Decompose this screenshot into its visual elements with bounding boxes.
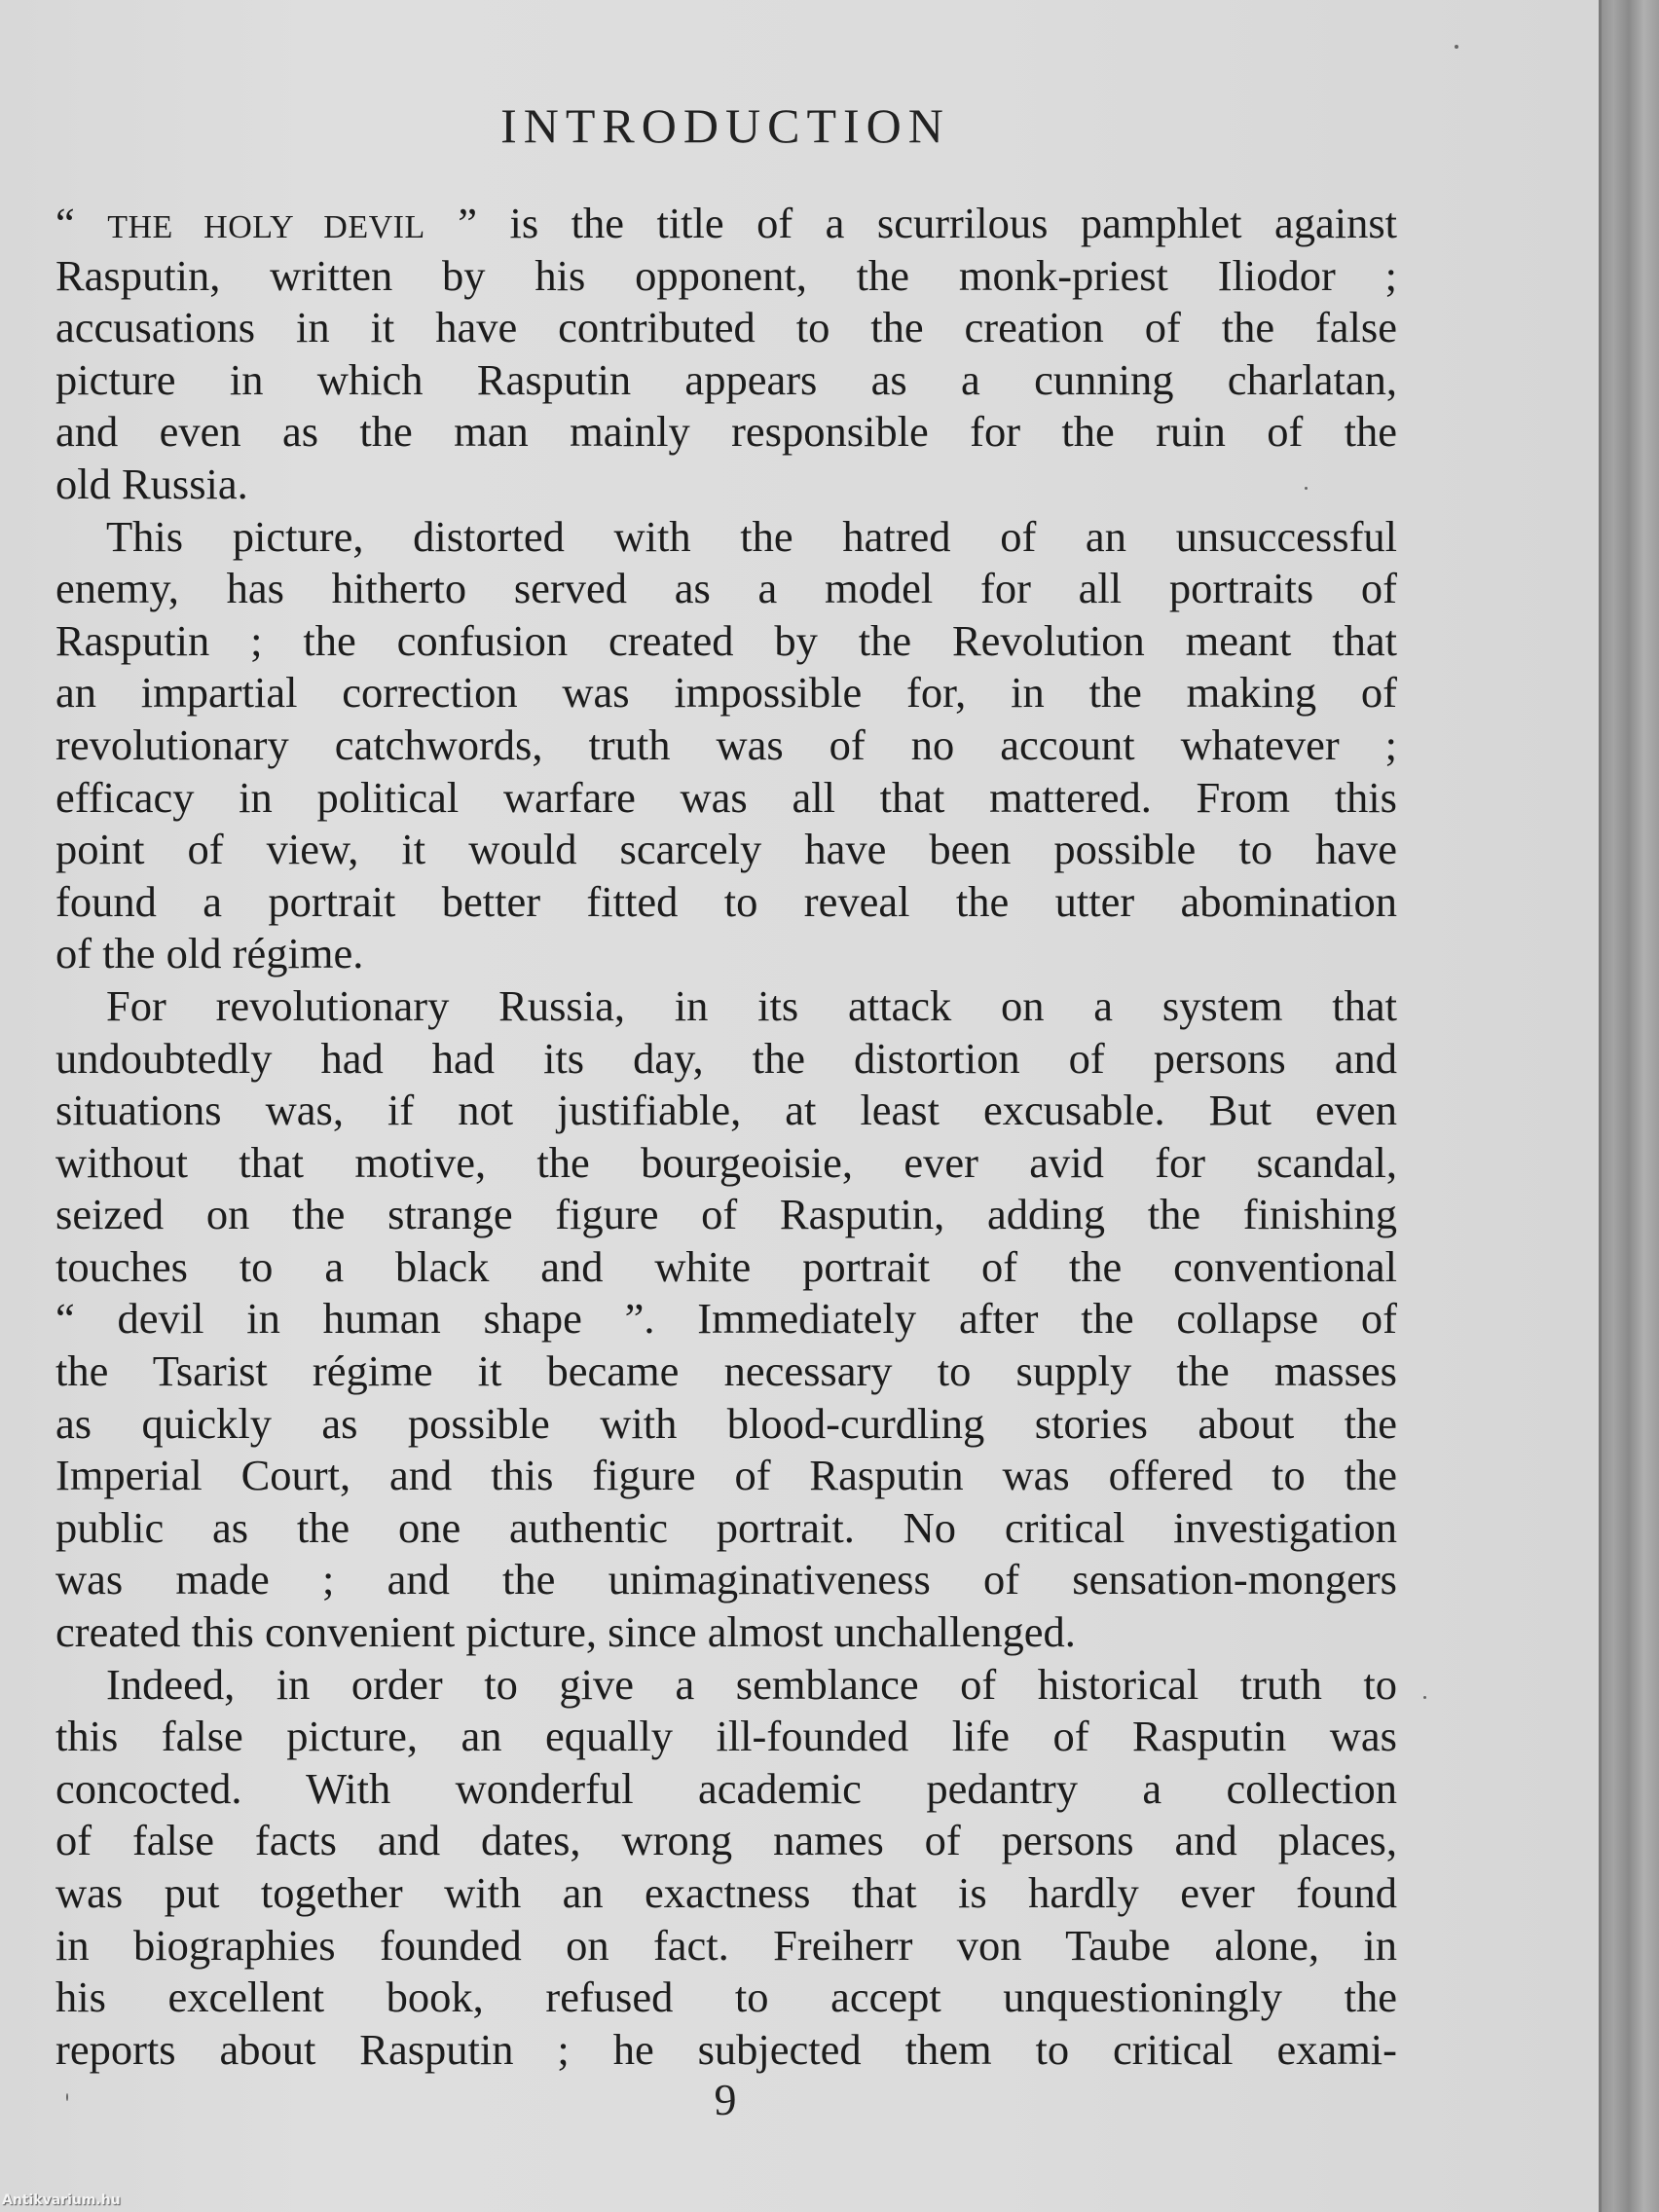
paragraph-3 [55,980,1397,1659]
text-line: concocted. With wonderful academic pedantry a collection [55,1763,1397,1813]
chapter-heading: INTRODUCTION [500,98,950,153]
text-line: seized on the strange figure of Rasputin, adding the finishing [55,1190,1397,1239]
text-line: this false picture, an equally ill-founded life of Rasputin was [55,1712,1397,1761]
paragraph-1 [55,198,1397,511]
text-line: point of view, it would scarcely have been possible to have [55,825,1397,874]
text-line: of false facts and dates, wrong names of persons and places, [55,1816,1397,1865]
text-line: Rasputin, written by his opponent, the monk-priest Iliodor ; [55,250,1397,300]
text-line: an impartial correction was impossible for, in the making of [55,668,1397,718]
paragraph-4 [55,1659,1397,2077]
text-line: This picture, distorted with the hatred of an unsuccessful [106,511,1397,561]
text-line: For revolutionary Russia, in its attack on a system that [106,980,1397,1030]
text-line: old Russia. [55,459,248,508]
text-line: public as the one authentic portrait. No critical investigation [55,1502,1397,1552]
text-line: and even as the man mainly responsible for the ruin of the [55,407,1397,457]
page-number: 9 [714,2075,737,2124]
text-line: “ devil in human shape ”. Immediately after the collapse of [55,1294,1397,1344]
text-line: the Tsarist régime it became necessary to supply the masses [55,1346,1397,1396]
paper-speck [66,2093,68,2101]
text-line: accusations in it have contributed to the creation of the false [55,303,1397,352]
text-line [55,198,1397,250]
text-line: revolutionary catchwords, truth was of no account whatever ; [55,719,1397,769]
paper-speck [1305,487,1308,490]
open-quote: “ [55,199,108,247]
body-text [55,198,1397,2076]
text-line: as quickly as possible with blood-curdling stories about the [55,1398,1397,1448]
text-line: enemy, has hitherto served as a model for all portraits of [55,564,1397,613]
text-line: was put together with an exactness that is hardly ever found [55,1868,1397,1917]
text-line: situations was, if not justifiable, at least excusable. But even [55,1086,1397,1135]
paper-speck [1423,1696,1426,1699]
text-line: Rasputin ; the confusion created by the Revolution meant that [55,615,1397,665]
text-line: picture in which Rasputin appears as a cunning charlatan, [55,354,1397,404]
paper-speck [1455,45,1458,49]
text-line: found a portrait better fitted to reveal the utter abomination [55,876,1397,926]
text-line: his excellent book, refused to accept unquestioningly the [55,1972,1397,2022]
watermark: Antikvarium.hu [2,2193,121,2208]
text-line: of the old régime. [55,929,364,978]
paragraph-2 [55,511,1397,980]
text-line: Imperial Court, and this figure of Rasputin was offered to the [55,1451,1397,1500]
text-line: created this convenient picture, since almost unchallenged. [55,1607,1076,1657]
smallcaps-title: THE HOLY DEVIL [107,209,425,245]
text-line: was made ; and the unimaginativeness of sensation-mongers [55,1555,1397,1604]
text-line: in biographies founded on fact. Freiherr von Taube alone, in [55,1920,1397,1970]
text-line: without that motive, the bourgeoisie, ever avid for scandal, [55,1137,1397,1187]
text-line: efficacy in political warfare was all that mattered. From this [55,772,1397,822]
text-line: touches to a black and white portrait of the conventional [55,1241,1397,1291]
text-line: undoubtedly had had its day, the distortion of persons and [55,1033,1397,1083]
text-line: reports about Rasputin ; he subjected them to critical exami- [55,2024,1397,2074]
book-binding-edge [1599,0,1659,2212]
text-line: Indeed, in order to give a semblance of historical truth to [106,1659,1397,1709]
line-rest: ” is the title of a scurrilous pamphlet against [424,199,1397,247]
